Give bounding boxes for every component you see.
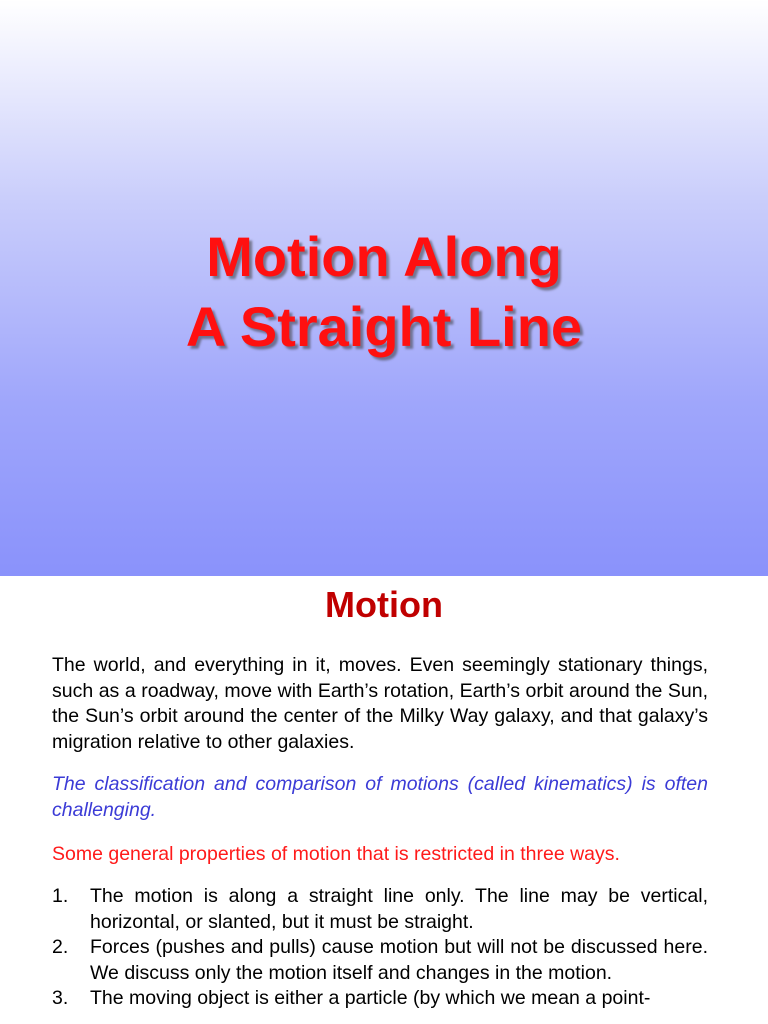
- section-heading: Motion: [325, 584, 443, 625]
- restrictions-list: [52, 884, 708, 1012]
- intro-paragraph: The world, and everything in it, moves. Even seemingly stationary things, such as a roadway, move with Earth’s rotation, Earth’s orbit around the Sun, the Sun’s orbit around the center of the Milky Way galaxy, and that galaxy’s migration relative to other galaxies.: [52, 654, 708, 753]
- list-item-text: The motion is along a straight line only. The line may be vertical, horizontal, or slanted, but it must be straight.: [90, 885, 708, 933]
- list-item-number: 1.: [52, 885, 69, 907]
- list-item-text: The moving object is either a particle (by which we mean a point-: [90, 987, 651, 1009]
- slide-title: [0, 222, 768, 362]
- properties-intro: Some general properties of motion that is restricted in three ways.: [52, 843, 620, 865]
- list-item-number: 3.: [52, 987, 69, 1009]
- list-item-text: Forces (pushes and pulls) cause motion but will not be discussed here. We discuss only the motion itself and changes in the motion.: [90, 936, 708, 984]
- slide-title-line-1: Motion Along: [206, 225, 562, 288]
- list-item-number: 2.: [52, 936, 69, 958]
- list-item: [52, 986, 708, 1012]
- list-item: [52, 884, 708, 935]
- content-slide: [0, 576, 768, 1024]
- list-item: [52, 935, 708, 986]
- kinematics-note: The classification and comparison of motions (called kinematics) is often challenging.: [52, 773, 708, 821]
- slide-title-line-2: A Straight Line: [185, 295, 583, 358]
